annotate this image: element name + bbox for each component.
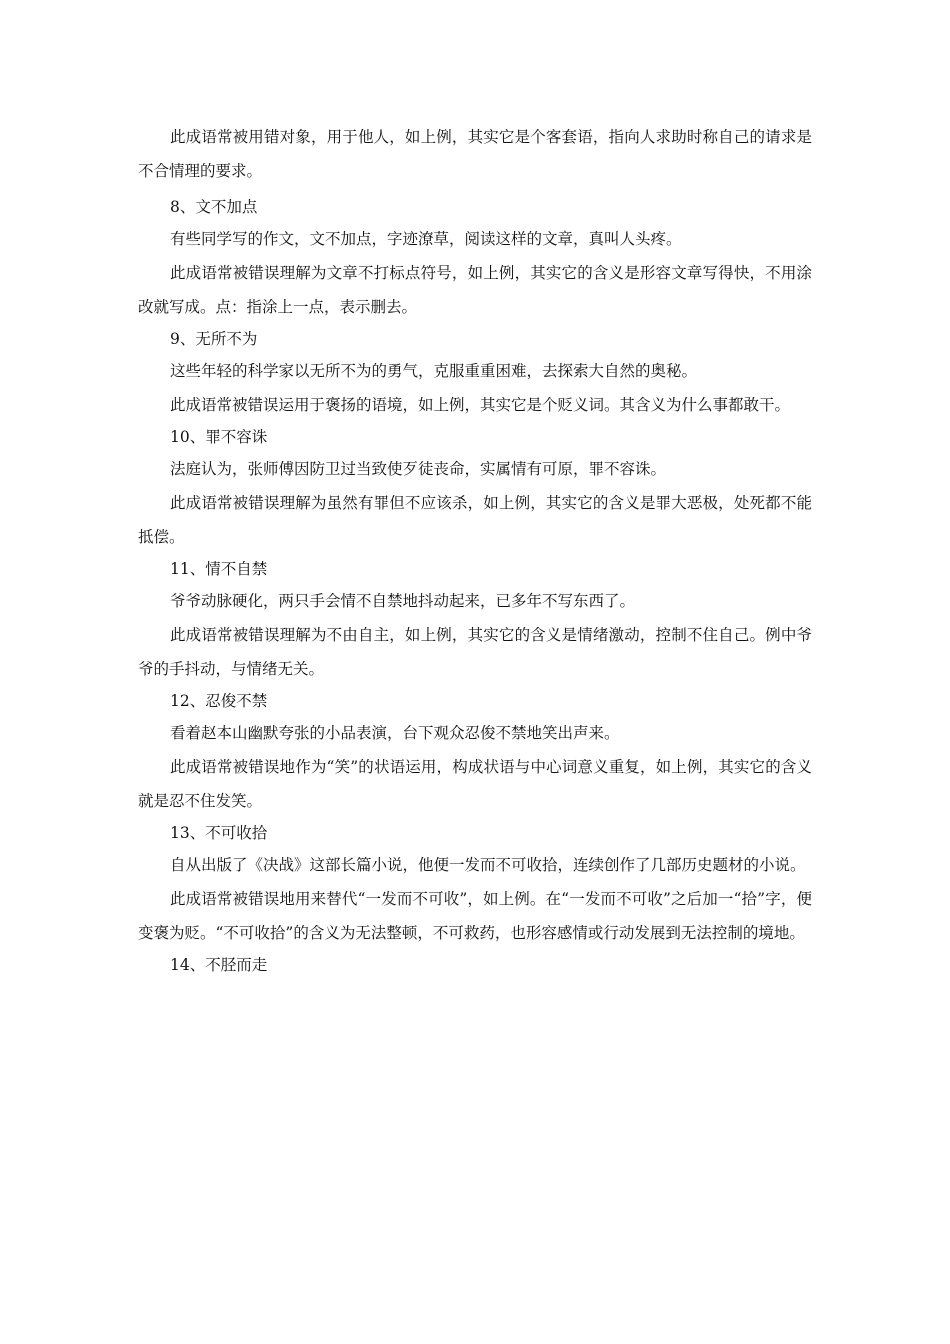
idiom-heading: 10、罪不容诛	[170, 428, 268, 446]
document-body	[138, 120, 812, 980]
example-sentence: 自从出版了《决战》这部长篇小说，他便一发而不可收拾，连续创作了几部历史题材的小说。	[170, 856, 806, 874]
example-sentence: 爷爷动脉硬化，两只手会情不自禁地抖动起来，已多年不写东西了。	[170, 592, 636, 610]
example-sentence: 看着赵本山幽默夸张的小品表演，台下观众忍俊不禁地笑出声来。	[170, 724, 620, 742]
idiom-heading: 9、无所不为	[170, 330, 258, 348]
idiom-heading: 12、忍俊不禁	[170, 692, 268, 710]
example-sentence: 有些同学写的作文，文不加点，字迹潦草，阅读这样的文章，真叫人头疼。	[170, 230, 682, 248]
idiom-heading: 13、不可收拾	[170, 824, 268, 842]
paragraph-explanation: 此成语常被用错对象，用于他人，如上例，其实它是个客套语，指向人求助时称自己的请求是不合情理的要求。	[138, 128, 812, 180]
paragraph-explanation: 此成语常被错误理解为虽然有罪但不应该杀，如上例，其实它的含义是罪大恶极，处死都不能抵偿。	[138, 494, 812, 546]
idiom-heading: 11、情不自禁	[170, 560, 268, 578]
paragraph-explanation: 此成语常被错误地作为“笑”的状语运用，构成状语与中心词意义重复，如上例，其实它的含义就是忍不住发笑。	[138, 758, 812, 810]
paragraph-explanation: 此成语常被错误理解为文章不打标点符号，如上例，其实它的含义是形容文章写得快，不用涂改就写成。点：指涂上一点，表示删去。	[138, 264, 812, 316]
idiom-heading: 14、不胫而走	[170, 956, 268, 974]
example-sentence: 法庭认为，张师傅因防卫过当致使歹徒丧命，实属情有可原，罪不容诛。	[170, 460, 667, 478]
paragraph-explanation: 此成语常被错误运用于褒扬的语境，如上例，其实它是个贬义词。其含义为什么事都敢干。	[170, 396, 791, 414]
paragraph-explanation: 此成语常被错误理解为不由自主，如上例，其实它的含义是情绪激动，控制不住自己。例中爷爷的手抖动，与情绪无关。	[138, 626, 812, 678]
example-sentence: 这些年轻的科学家以无所不为的勇气，克服重重困难，去探索大自然的奥秘。	[170, 362, 698, 380]
idiom-heading: 8、文不加点	[170, 198, 258, 216]
paragraph-explanation: 此成语常被错误地用来替代“一发而不可收”，如上例。在“一发而不可收”之后加一“拾”字，便变褒为贬。“不可收拾”的含义为无法整顿，不可救药，也形容感情或行动发展到无法控制的境地。	[138, 890, 812, 942]
